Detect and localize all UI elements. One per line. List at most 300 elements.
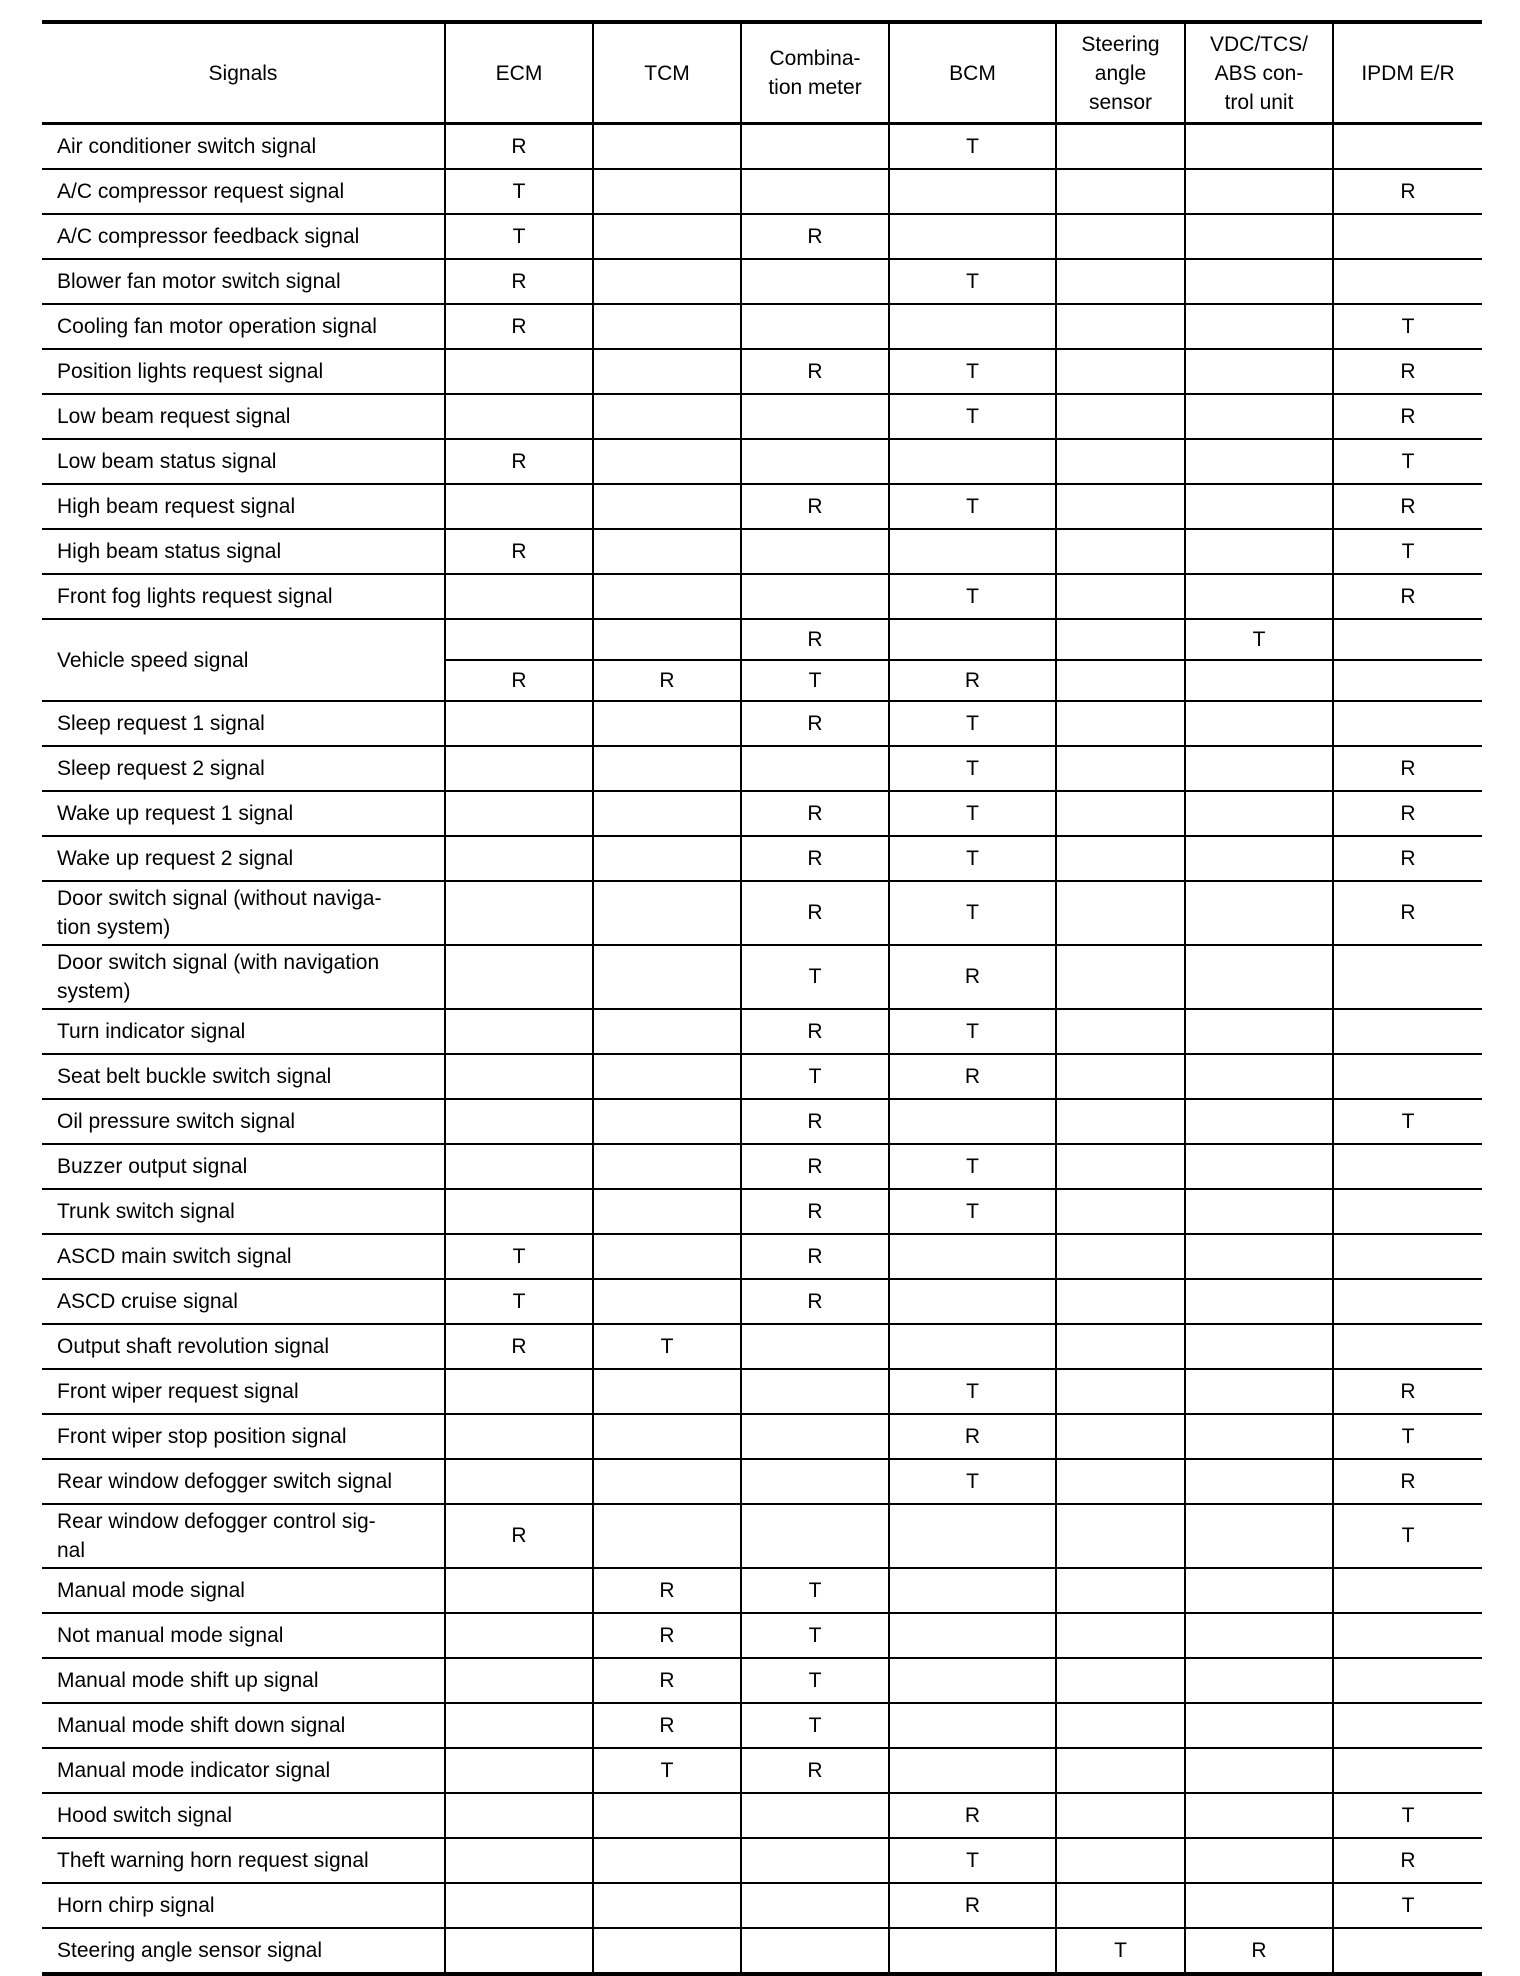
signal-direction-cell: [593, 881, 741, 945]
signal-name-cell: Oil pressure switch signal: [42, 1099, 445, 1144]
signal-direction-cell: [1185, 1054, 1333, 1099]
signal-direction-cell: [1056, 1324, 1185, 1369]
signal-direction-cell: [1185, 881, 1333, 945]
signal-name-cell: Air conditioner switch signal: [42, 124, 445, 170]
signal-direction-cell: [593, 836, 741, 881]
signal-direction-cell: T: [741, 1568, 889, 1613]
signal-direction-cell: [1185, 1568, 1333, 1613]
table-row: [42, 1189, 1482, 1234]
signal-direction-cell: [593, 484, 741, 529]
signal-name-cell: A/C compressor feedback signal: [42, 214, 445, 259]
signal-name-cell: Front wiper request signal: [42, 1369, 445, 1414]
signal-direction-cell: [1185, 169, 1333, 214]
signal-direction-cell: R: [445, 1504, 593, 1568]
can-signal-table: [42, 20, 1482, 1976]
signal-name-cell: Sleep request 1 signal: [42, 701, 445, 746]
signal-direction-cell: [1333, 660, 1482, 701]
signal-direction-cell: R: [889, 1054, 1056, 1099]
signal-direction-cell: [741, 1324, 889, 1369]
signal-direction-cell: [1185, 1748, 1333, 1793]
signal-direction-cell: T: [889, 259, 1056, 304]
signal-direction-cell: [1056, 259, 1185, 304]
header-ipdm-er: IPDM E/R: [1333, 22, 1482, 124]
signal-direction-cell: T: [593, 1748, 741, 1793]
signal-direction-cell: [593, 349, 741, 394]
signal-direction-cell: [1056, 881, 1185, 945]
table-row: [42, 1009, 1482, 1054]
signal-direction-cell: [593, 1144, 741, 1189]
signal-direction-cell: [445, 1054, 593, 1099]
signal-name-cell: High beam status signal: [42, 529, 445, 574]
signal-direction-cell: [1185, 349, 1333, 394]
signal-direction-cell: [1185, 945, 1333, 1009]
signal-direction-cell: T: [889, 701, 1056, 746]
signal-name-cell: Position lights request signal: [42, 349, 445, 394]
signal-name-cell: Low beam request signal: [42, 394, 445, 439]
signal-direction-cell: [1333, 945, 1482, 1009]
signal-direction-cell: T: [1333, 1793, 1482, 1838]
signal-direction-cell: [1333, 1234, 1482, 1279]
signal-direction-cell: [593, 945, 741, 1009]
signal-direction-cell: R: [741, 349, 889, 394]
table-header-row: [42, 22, 1482, 124]
signal-direction-cell: [1056, 1658, 1185, 1703]
table-row: [42, 1324, 1482, 1369]
signal-direction-cell: R: [593, 660, 741, 701]
signal-direction-cell: [1333, 1568, 1482, 1613]
signal-direction-cell: [1185, 1189, 1333, 1234]
signal-direction-cell: [593, 619, 741, 660]
table-row: [42, 169, 1482, 214]
signal-direction-cell: R: [741, 1748, 889, 1793]
signal-direction-cell: [445, 1613, 593, 1658]
signal-direction-cell: [1185, 214, 1333, 259]
signal-direction-cell: [1185, 574, 1333, 619]
signal-direction-cell: [741, 1504, 889, 1568]
signal-direction-cell: [1333, 701, 1482, 746]
table-row: [42, 619, 1482, 660]
signal-direction-cell: [1185, 1459, 1333, 1504]
signal-direction-cell: [1333, 1658, 1482, 1703]
signal-direction-cell: [1056, 1838, 1185, 1883]
signal-direction-cell: [1056, 574, 1185, 619]
signal-direction-cell: [1056, 304, 1185, 349]
table-row: [42, 1414, 1482, 1459]
signal-direction-cell: [593, 1054, 741, 1099]
signal-direction-cell: T: [889, 1459, 1056, 1504]
signal-direction-cell: [593, 1459, 741, 1504]
signal-direction-cell: [1056, 1009, 1185, 1054]
signal-direction-cell: [1185, 1883, 1333, 1928]
signal-direction-cell: T: [889, 1009, 1056, 1054]
signal-direction-cell: [445, 1568, 593, 1613]
signal-direction-cell: [593, 1099, 741, 1144]
signal-direction-cell: [445, 574, 593, 619]
signal-direction-cell: [593, 1883, 741, 1928]
signal-direction-cell: [1056, 394, 1185, 439]
signal-direction-cell: T: [889, 124, 1056, 170]
signal-direction-cell: [593, 1009, 741, 1054]
signal-direction-cell: [1185, 1838, 1333, 1883]
signal-direction-cell: R: [741, 1189, 889, 1234]
signal-direction-cell: R: [1333, 394, 1482, 439]
signal-name-cell: Trunk switch signal: [42, 1189, 445, 1234]
signal-name-cell: Sleep request 2 signal: [42, 746, 445, 791]
signal-direction-cell: T: [741, 1054, 889, 1099]
signal-direction-cell: [1056, 1459, 1185, 1504]
signal-direction-cell: [445, 701, 593, 746]
signal-direction-cell: T: [889, 1144, 1056, 1189]
signal-direction-cell: R: [741, 701, 889, 746]
signal-direction-cell: [889, 1613, 1056, 1658]
signal-direction-cell: [741, 746, 889, 791]
signal-direction-cell: [741, 1369, 889, 1414]
signal-name-cell: Rear window defogger control sig- nal: [42, 1504, 445, 1568]
signal-direction-cell: [1185, 439, 1333, 484]
signal-direction-cell: R: [889, 660, 1056, 701]
signal-direction-cell: T: [741, 1703, 889, 1748]
signal-direction-cell: [741, 574, 889, 619]
signal-direction-cell: T: [889, 791, 1056, 836]
signal-direction-cell: [1333, 1613, 1482, 1658]
signal-direction-cell: [593, 1234, 741, 1279]
signal-direction-cell: R: [445, 660, 593, 701]
header-vdc-tcs-abs-control-unit: VDC/TCS/ ABS con- trol unit: [1185, 22, 1333, 124]
table-row: [42, 701, 1482, 746]
signal-direction-cell: R: [445, 124, 593, 170]
signal-direction-cell: [1185, 791, 1333, 836]
signal-direction-cell: T: [1333, 529, 1482, 574]
signal-direction-cell: [1056, 619, 1185, 660]
signal-direction-cell: [1185, 1234, 1333, 1279]
header-steering-angle-sensor: Steering angle sensor: [1056, 22, 1185, 124]
signal-direction-cell: R: [741, 1144, 889, 1189]
table-row: [42, 1099, 1482, 1144]
signal-direction-cell: [445, 1414, 593, 1459]
signal-direction-cell: [1056, 349, 1185, 394]
signal-direction-cell: [593, 1414, 741, 1459]
table-row: [42, 791, 1482, 836]
signal-direction-cell: [445, 1369, 593, 1414]
table-row: [42, 484, 1482, 529]
signal-direction-cell: T: [1333, 1414, 1482, 1459]
signal-direction-cell: [445, 791, 593, 836]
signal-direction-cell: [889, 619, 1056, 660]
signal-direction-cell: [593, 169, 741, 214]
signal-direction-cell: [1333, 1279, 1482, 1324]
signal-direction-cell: [445, 1009, 593, 1054]
signal-direction-cell: R: [1333, 574, 1482, 619]
signal-direction-cell: R: [741, 881, 889, 945]
signal-direction-cell: [445, 1144, 593, 1189]
signal-direction-cell: T: [445, 1234, 593, 1279]
signal-direction-cell: [741, 1838, 889, 1883]
table-row: [42, 1369, 1482, 1414]
signal-name-cell: A/C compressor request signal: [42, 169, 445, 214]
signal-direction-cell: [889, 439, 1056, 484]
signal-name-cell: Low beam status signal: [42, 439, 445, 484]
signal-direction-cell: R: [445, 439, 593, 484]
signal-name-cell: Not manual mode signal: [42, 1613, 445, 1658]
signal-name-cell: Manual mode signal: [42, 1568, 445, 1613]
signal-direction-cell: T: [445, 214, 593, 259]
signal-direction-cell: [1056, 1369, 1185, 1414]
signal-direction-cell: [445, 746, 593, 791]
signal-direction-cell: [889, 1279, 1056, 1324]
signal-direction-cell: [1333, 259, 1482, 304]
signal-direction-cell: T: [1333, 439, 1482, 484]
table-row: [42, 746, 1482, 791]
signal-direction-cell: [593, 214, 741, 259]
signal-direction-cell: [593, 746, 741, 791]
signal-name-cell: Door switch signal (with navigation system): [42, 945, 445, 1009]
table-row: [42, 394, 1482, 439]
signal-direction-cell: [1333, 124, 1482, 170]
signal-direction-cell: [1056, 660, 1185, 701]
signal-direction-cell: [593, 259, 741, 304]
signal-direction-cell: T: [1185, 619, 1333, 660]
signal-direction-cell: [1185, 124, 1333, 170]
signal-direction-cell: T: [741, 1613, 889, 1658]
signal-direction-cell: [1185, 484, 1333, 529]
signal-direction-cell: [1185, 304, 1333, 349]
signal-direction-cell: [593, 1793, 741, 1838]
signal-direction-cell: [593, 1504, 741, 1568]
table-row: [42, 1144, 1482, 1189]
signal-direction-cell: T: [741, 660, 889, 701]
signal-direction-cell: [1185, 1613, 1333, 1658]
signal-direction-cell: T: [889, 836, 1056, 881]
table-row: [42, 1658, 1482, 1703]
signal-direction-cell: [445, 1838, 593, 1883]
signal-direction-cell: [1056, 1099, 1185, 1144]
signal-direction-cell: [1185, 701, 1333, 746]
signal-direction-cell: [1185, 1658, 1333, 1703]
signal-direction-cell: [445, 394, 593, 439]
signal-direction-cell: [1185, 1703, 1333, 1748]
signal-direction-cell: [1185, 259, 1333, 304]
table-row: [42, 1928, 1482, 1974]
signal-direction-cell: [593, 1838, 741, 1883]
signal-name-cell: Front wiper stop position signal: [42, 1414, 445, 1459]
table-row: [42, 574, 1482, 619]
signal-direction-cell: [1056, 439, 1185, 484]
signal-direction-cell: T: [889, 349, 1056, 394]
signal-direction-cell: R: [1333, 1838, 1482, 1883]
signal-direction-cell: [1056, 791, 1185, 836]
signal-direction-cell: [1333, 1189, 1482, 1234]
signal-direction-cell: R: [1333, 881, 1482, 945]
table-row: [42, 1748, 1482, 1793]
signal-name-cell: Seat belt buckle switch signal: [42, 1054, 445, 1099]
signal-direction-cell: R: [593, 1568, 741, 1613]
signal-direction-cell: [1056, 124, 1185, 170]
signal-direction-cell: [1185, 836, 1333, 881]
signal-direction-cell: T: [889, 746, 1056, 791]
signal-direction-cell: [1333, 1009, 1482, 1054]
signal-direction-cell: [593, 394, 741, 439]
signal-direction-cell: [593, 791, 741, 836]
signal-name-cell: Rear window defogger switch signal: [42, 1459, 445, 1504]
signal-direction-cell: [445, 1099, 593, 1144]
signal-direction-cell: [1056, 1748, 1185, 1793]
signal-direction-cell: [1056, 836, 1185, 881]
signal-direction-cell: [445, 349, 593, 394]
signal-direction-cell: [1333, 1928, 1482, 1974]
signal-direction-cell: [593, 304, 741, 349]
table-row: [42, 1054, 1482, 1099]
signal-direction-cell: T: [741, 1658, 889, 1703]
signal-direction-cell: [889, 1748, 1056, 1793]
signal-name-cell: Theft warning horn request signal: [42, 1838, 445, 1883]
signal-direction-cell: T: [889, 881, 1056, 945]
signal-direction-cell: [1185, 1324, 1333, 1369]
signal-direction-cell: [593, 1928, 741, 1974]
signal-direction-cell: R: [889, 1793, 1056, 1838]
signal-direction-cell: T: [889, 1838, 1056, 1883]
signal-direction-cell: [1056, 1414, 1185, 1459]
signal-direction-cell: [445, 1928, 593, 1974]
signal-name-cell: Manual mode shift down signal: [42, 1703, 445, 1748]
signal-direction-cell: [741, 304, 889, 349]
signal-direction-cell: [741, 124, 889, 170]
signal-direction-cell: [1185, 529, 1333, 574]
signal-direction-cell: R: [1333, 746, 1482, 791]
signal-direction-cell: [1185, 660, 1333, 701]
table-row: [42, 1568, 1482, 1613]
signal-direction-cell: R: [741, 619, 889, 660]
signal-direction-cell: R: [741, 1279, 889, 1324]
signal-direction-cell: [1185, 1369, 1333, 1414]
signal-direction-cell: [445, 1658, 593, 1703]
table-row: [42, 304, 1482, 349]
signal-direction-cell: [1333, 1324, 1482, 1369]
signal-direction-cell: R: [1333, 169, 1482, 214]
signal-direction-cell: [1185, 1793, 1333, 1838]
signal-direction-cell: R: [741, 484, 889, 529]
signal-direction-cell: [1185, 1144, 1333, 1189]
signal-direction-cell: [1056, 1568, 1185, 1613]
table-row: [42, 529, 1482, 574]
signal-direction-cell: [741, 1928, 889, 1974]
signal-direction-cell: [889, 1658, 1056, 1703]
signal-name-cell: Output shaft revolution signal: [42, 1324, 445, 1369]
table-row: [42, 1703, 1482, 1748]
header-signals: Signals: [42, 22, 445, 124]
signal-direction-cell: [1056, 746, 1185, 791]
signal-name-cell: Door switch signal (without naviga- tion system): [42, 881, 445, 945]
signal-direction-cell: [445, 1748, 593, 1793]
signal-direction-cell: R: [741, 1009, 889, 1054]
signal-direction-cell: R: [445, 529, 593, 574]
signal-name-cell: Turn indicator signal: [42, 1009, 445, 1054]
signal-direction-cell: [1056, 1054, 1185, 1099]
signal-direction-cell: R: [445, 304, 593, 349]
signal-direction-cell: T: [1333, 1504, 1482, 1568]
signal-direction-cell: [1333, 1054, 1482, 1099]
signal-direction-cell: [593, 439, 741, 484]
signal-direction-cell: R: [445, 259, 593, 304]
signal-direction-cell: R: [593, 1658, 741, 1703]
signal-direction-cell: [1333, 619, 1482, 660]
signal-direction-cell: [593, 529, 741, 574]
signal-direction-cell: [1056, 1234, 1185, 1279]
signal-name-cell: High beam request signal: [42, 484, 445, 529]
signal-direction-cell: [889, 1324, 1056, 1369]
signal-direction-cell: [1056, 529, 1185, 574]
signal-direction-cell: R: [741, 214, 889, 259]
signal-direction-cell: [1185, 746, 1333, 791]
table-row: [42, 1793, 1482, 1838]
signal-direction-cell: [741, 1459, 889, 1504]
signal-direction-cell: [889, 169, 1056, 214]
signal-direction-cell: T: [1056, 1928, 1185, 1974]
signal-name-cell: Manual mode indicator signal: [42, 1748, 445, 1793]
signal-direction-cell: [1056, 1189, 1185, 1234]
signal-direction-cell: [1056, 1703, 1185, 1748]
table-row: [42, 349, 1482, 394]
signal-direction-cell: T: [741, 945, 889, 1009]
signal-direction-cell: R: [741, 1234, 889, 1279]
signal-direction-cell: [1056, 169, 1185, 214]
signal-direction-cell: [889, 1703, 1056, 1748]
signal-direction-cell: [741, 394, 889, 439]
signal-direction-cell: [593, 1189, 741, 1234]
table-row: [42, 259, 1482, 304]
signal-direction-cell: R: [889, 1883, 1056, 1928]
signal-name-cell: ASCD cruise signal: [42, 1279, 445, 1324]
table-row: [42, 881, 1482, 945]
signal-table-container: [42, 20, 1482, 1976]
signal-direction-cell: [1056, 1613, 1185, 1658]
signal-direction-cell: R: [1333, 484, 1482, 529]
signal-direction-cell: [741, 1414, 889, 1459]
signal-direction-cell: [1333, 1703, 1482, 1748]
signal-direction-cell: R: [593, 1613, 741, 1658]
signal-direction-cell: [1185, 1414, 1333, 1459]
signal-direction-cell: [445, 484, 593, 529]
signal-direction-cell: [1056, 484, 1185, 529]
signal-direction-cell: [1185, 1099, 1333, 1144]
signal-direction-cell: [889, 304, 1056, 349]
signal-direction-cell: [889, 1504, 1056, 1568]
signal-direction-cell: [889, 529, 1056, 574]
signal-direction-cell: [1333, 214, 1482, 259]
signal-direction-cell: [445, 1883, 593, 1928]
signal-name-cell: Steering angle sensor signal: [42, 1928, 445, 1974]
signal-direction-cell: R: [1333, 1459, 1482, 1504]
table-row: [42, 1838, 1482, 1883]
signal-direction-cell: R: [593, 1703, 741, 1748]
signal-name-cell: Manual mode shift up signal: [42, 1658, 445, 1703]
signal-name-cell: Wake up request 2 signal: [42, 836, 445, 881]
table-row: [42, 1234, 1482, 1279]
signal-direction-cell: [445, 1703, 593, 1748]
signal-direction-cell: R: [741, 791, 889, 836]
signal-direction-cell: T: [445, 1279, 593, 1324]
signal-direction-cell: R: [445, 1324, 593, 1369]
table-row: [42, 1504, 1482, 1568]
signal-direction-cell: [1056, 1504, 1185, 1568]
table-row: [42, 124, 1482, 170]
signal-direction-cell: T: [889, 1369, 1056, 1414]
signal-direction-cell: [741, 169, 889, 214]
signal-direction-cell: R: [741, 836, 889, 881]
signal-direction-cell: [889, 1568, 1056, 1613]
signal-direction-cell: T: [1333, 1099, 1482, 1144]
signal-direction-cell: R: [1333, 1369, 1482, 1414]
signal-direction-cell: [889, 1928, 1056, 1974]
